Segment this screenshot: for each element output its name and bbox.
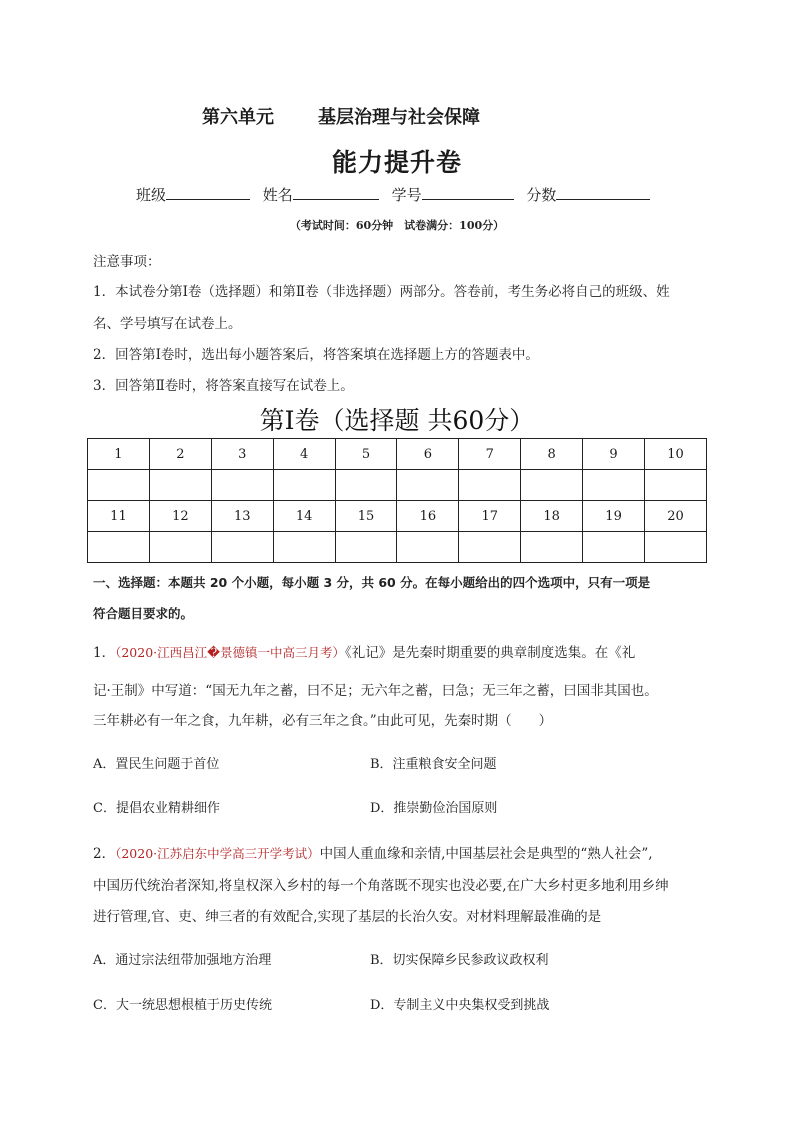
answer-cell[interactable]: [521, 470, 583, 501]
student-id-label: 学号: [391, 186, 422, 204]
question-source: （2020·江苏启东中学高三开学考试）: [115, 846, 320, 861]
answer-cell[interactable]: [211, 470, 273, 501]
question-text: 三年耕必有一年之食，九年耕，必有三年之食。”由此可见，先秦时期（ ）: [93, 713, 553, 729]
question-number-cell: 4: [273, 439, 335, 470]
question-number-cell: 11: [88, 501, 150, 532]
question-number-cell: 9: [583, 439, 645, 470]
question-number-cell: 14: [273, 501, 335, 532]
answer-cell[interactable]: [149, 470, 211, 501]
unit-topic: 基层治理与社会保障: [318, 107, 480, 128]
score-field[interactable]: [526, 184, 650, 205]
question-number-cell: 2: [149, 439, 211, 470]
answer-cell[interactable]: [583, 470, 645, 501]
note-item: 1．本试卷分第Ⅰ卷（选择题）和第Ⅱ卷（非选择题）两部分。答卷前，考生务必将自己的班级、姓: [93, 284, 670, 300]
question-1-stem: [93, 641, 635, 661]
question-number-cell: 17: [459, 501, 521, 532]
answer-cell[interactable]: [335, 470, 397, 501]
option-b[interactable]: B．切实保障乡民参政议政权利: [370, 953, 549, 968]
answer-cell[interactable]: [88, 532, 150, 563]
question-number-cell: 13: [211, 501, 273, 532]
class-field[interactable]: [136, 184, 250, 205]
answer-cell[interactable]: [397, 532, 459, 563]
answer-table-answer-row: [88, 532, 707, 563]
question-number-cell: 3: [211, 439, 273, 470]
question-text: 《礼记》是先秦时期重要的典章制度选集。在《礼: [344, 645, 636, 661]
answer-cell[interactable]: [583, 532, 645, 563]
unit-heading: [202, 103, 480, 129]
question-2-stem: [93, 842, 653, 862]
note-item: 2．回答第Ⅰ卷时，选出每小题答案后，将答案填在选择题上方的答题表中。: [93, 347, 539, 363]
answer-cell[interactable]: [459, 532, 521, 563]
option-a[interactable]: A．通过宗法纽带加强地方治理: [93, 953, 272, 968]
notes-heading: 注意事项：: [93, 254, 161, 270]
answer-cell[interactable]: [521, 532, 583, 563]
question-number-cell: 1: [88, 439, 150, 470]
instructions-line: 一、选择题：本题共 20 个小题，每小题 3 分，共 60 分。在每小题给出的四个选项中，只有一项是: [93, 575, 651, 590]
question-number: 2．: [93, 846, 116, 862]
answer-cell[interactable]: [149, 532, 211, 563]
answer-table-answer-row: [88, 470, 707, 501]
unit-number: 第六单元: [202, 107, 274, 128]
option-a[interactable]: A．置民生问题于首位: [93, 757, 220, 772]
note-item: 名、学号填写在试卷上。: [93, 316, 242, 332]
answer-table-number-row: [88, 439, 707, 470]
option-b[interactable]: B．注重粮食安全问题: [370, 757, 497, 772]
instructions-line: 符合题目要求的。: [93, 606, 194, 621]
question-number-cell: 6: [397, 439, 459, 470]
question-text: 记·王制》中写道：“国无九年之蓄，曰不足；无六年之蓄，曰急；无三年之蓄，曰国非其国也。: [93, 683, 658, 699]
answer-cell[interactable]: [273, 470, 335, 501]
student-id-field[interactable]: [392, 184, 514, 205]
question-number: 1．: [93, 645, 116, 661]
question-number-cell: 16: [397, 501, 459, 532]
question-number-cell: 15: [335, 501, 397, 532]
student-id-blank[interactable]: [422, 185, 514, 200]
answer-table-number-row: [88, 501, 707, 532]
answer-cell[interactable]: [397, 470, 459, 501]
question-number-cell: 10: [645, 439, 707, 470]
option-c[interactable]: C．大一统思想根植于历史传统: [93, 998, 272, 1013]
class-label: 班级: [136, 186, 167, 204]
name-label: 姓名: [262, 186, 293, 204]
score-blank[interactable]: [556, 185, 650, 200]
page-title: 能力提升卷: [331, 148, 462, 177]
answer-cell[interactable]: [335, 532, 397, 563]
question-number-cell: 8: [521, 439, 583, 470]
answer-table: [87, 438, 707, 563]
question-text: 中国人重血缘和亲情,中国基层社会是典型的“熟人社会”,: [319, 846, 653, 862]
question-number-cell: 19: [583, 501, 645, 532]
answer-cell[interactable]: [211, 532, 273, 563]
answer-cell[interactable]: [273, 532, 335, 563]
answer-cell[interactable]: [459, 470, 521, 501]
note-item: 3．回答第Ⅱ卷时，将答案直接写在试卷上。: [93, 378, 354, 394]
option-d[interactable]: D．专制主义中央集权受到挑战: [370, 998, 550, 1013]
question-text: 进行管理,官、吏、绅三者的有效配合,实现了基层的长治久安。对材料理解最准确的是: [93, 909, 602, 925]
question-text: 中国历代统治者深知,将皇权深入乡村的每一个角落既不现实也没必要,在广大乡村更多地利用乡绅: [93, 878, 669, 894]
class-blank[interactable]: [166, 185, 250, 200]
question-source: （2020·江西昌江�景德镇一中高三月考）: [115, 645, 345, 660]
option-d[interactable]: D．推崇勤俭治国原则: [370, 801, 498, 816]
score-label: 分数: [526, 186, 557, 204]
question-number-cell: 7: [459, 439, 521, 470]
student-fields: [136, 184, 650, 205]
option-c[interactable]: C．提倡农业精耕细作: [93, 801, 220, 816]
exam-info: （考试时间：60分钟 试卷满分：100分）: [289, 219, 505, 232]
question-number-cell: 5: [335, 439, 397, 470]
name-field[interactable]: [263, 184, 379, 205]
question-number-cell: 20: [645, 501, 707, 532]
question-number-cell: 12: [149, 501, 211, 532]
question-number-cell: 18: [521, 501, 583, 532]
name-blank[interactable]: [293, 185, 379, 200]
section-title: 第Ⅰ卷（选择题 共60分）: [259, 406, 535, 435]
answer-cell[interactable]: [645, 470, 707, 501]
answer-cell[interactable]: [645, 532, 707, 563]
answer-cell[interactable]: [88, 470, 150, 501]
